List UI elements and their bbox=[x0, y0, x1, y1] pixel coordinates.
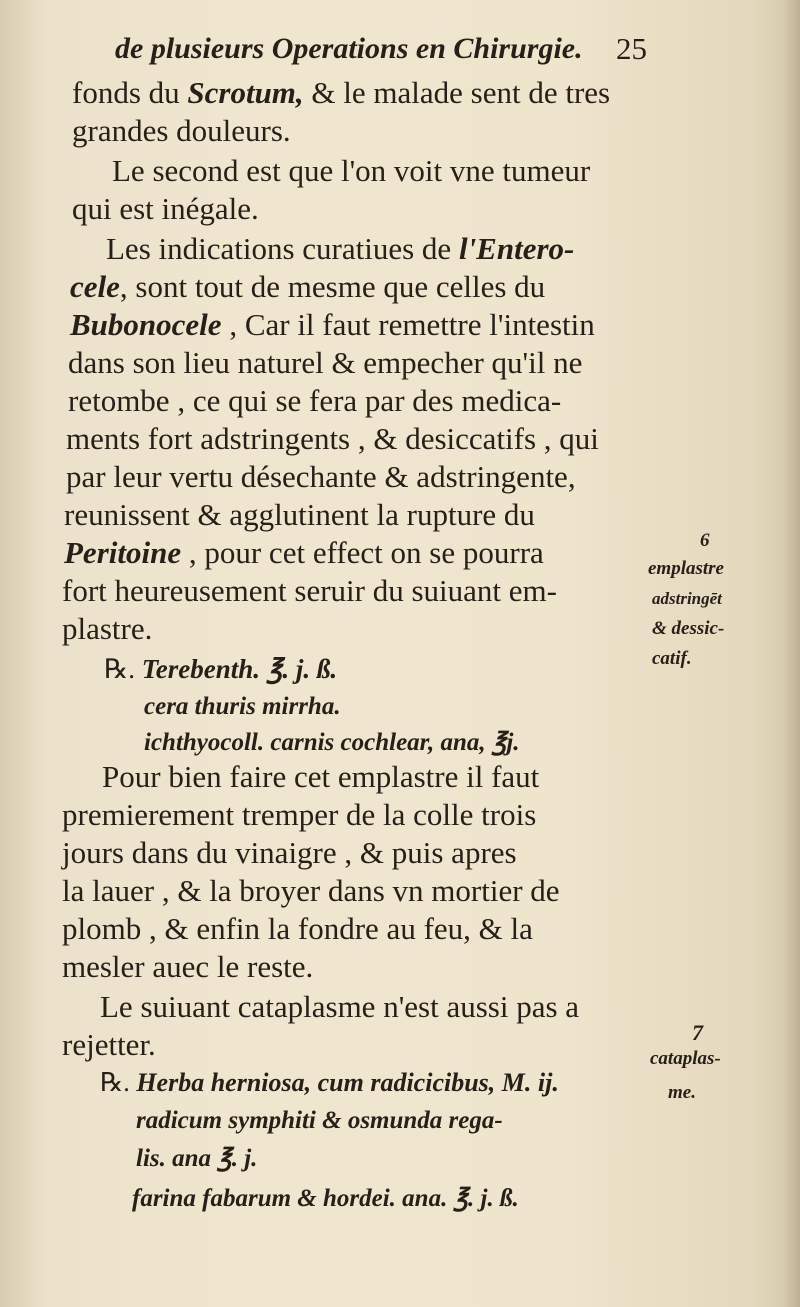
margin-note-line: catif. bbox=[652, 648, 692, 669]
text-line: retombe , ce qui se fera par des medica- bbox=[68, 383, 562, 418]
text-line: Pour bien faire cet emplastre il faut bbox=[102, 759, 540, 794]
text-line: qui est inégale. bbox=[72, 191, 259, 226]
margin-note-line: adstringēt bbox=[652, 589, 722, 608]
text-line: jours dans du vinaigre , & puis apres bbox=[62, 835, 517, 870]
text-line: par leur vertu désechante & adstringente, bbox=[66, 459, 576, 494]
text-line: Le second est que l'on voit vne tumeur bbox=[112, 153, 591, 188]
margin-note-line: me. bbox=[668, 1082, 696, 1103]
text-line: plastre. bbox=[62, 611, 153, 646]
text-line: premierement tremper de la colle trois bbox=[62, 797, 537, 832]
recipe-line: radicum symphiti & osmunda rega- bbox=[136, 1107, 503, 1134]
text-line: mesler auec le reste. bbox=[62, 949, 314, 984]
text-line: rejetter. bbox=[62, 1027, 156, 1062]
recipe-line: ℞. Terebenth. ℥. j. ß. bbox=[104, 654, 338, 684]
recipe-line: ℞. Herba herniosa, cum radicicibus, M. ij. bbox=[100, 1068, 559, 1097]
text-line: cele, sont tout de mesme que celles du bbox=[70, 269, 546, 304]
text-line: dans son lieu naturel & empecher qu'il ne bbox=[68, 345, 583, 380]
margin-note-line: & dessic- bbox=[652, 618, 725, 639]
text-line: la lauer , & la broyer dans vn mortier de bbox=[62, 873, 560, 908]
margin-note-line: emplastre bbox=[648, 558, 724, 579]
page-number: 25 bbox=[616, 31, 647, 66]
recipe-line: lis. ana ℥. j. bbox=[136, 1145, 258, 1172]
margin-note-number: 6 bbox=[700, 530, 710, 551]
text-line: fonds du Scrotum, & le malade sent de tres bbox=[72, 75, 611, 110]
text-line: reunissent & agglutinent la rupture du bbox=[64, 497, 535, 532]
text-line: Bubonocele , Car il faut remettre l'intestin bbox=[70, 307, 595, 342]
text-line: ments fort adstringents , & desiccatifs , qui bbox=[66, 421, 599, 456]
recipe-line: farina fabarum & hordei. ana. ℥. j. ß. bbox=[132, 1185, 519, 1212]
margin-note-line: cataplas- bbox=[650, 1048, 721, 1069]
text-line: plomb , & enfin la fondre au feu, & la bbox=[62, 911, 533, 946]
text-line: Peritoine , pour cet effect on se pourra bbox=[64, 535, 544, 570]
text-line: Le suiuant cataplasme n'est aussi pas a bbox=[100, 989, 580, 1024]
text-line: fort heureusement seruir du suiuant em- bbox=[62, 573, 557, 608]
recipe-line: ichthyocoll. carnis cochlear, ana, ℥j. bbox=[144, 729, 520, 756]
text-line: grandes douleurs. bbox=[72, 113, 291, 148]
running-title: de plusieurs Operations en Chirurgie. bbox=[115, 32, 583, 65]
text-line: Les indications curatiues de l'Entero- bbox=[106, 231, 575, 266]
recipe-line: cera thuris mirrha. bbox=[144, 693, 341, 720]
margin-note-number: 7 bbox=[692, 1020, 703, 1045]
page-edge-shadow bbox=[782, 0, 800, 1307]
